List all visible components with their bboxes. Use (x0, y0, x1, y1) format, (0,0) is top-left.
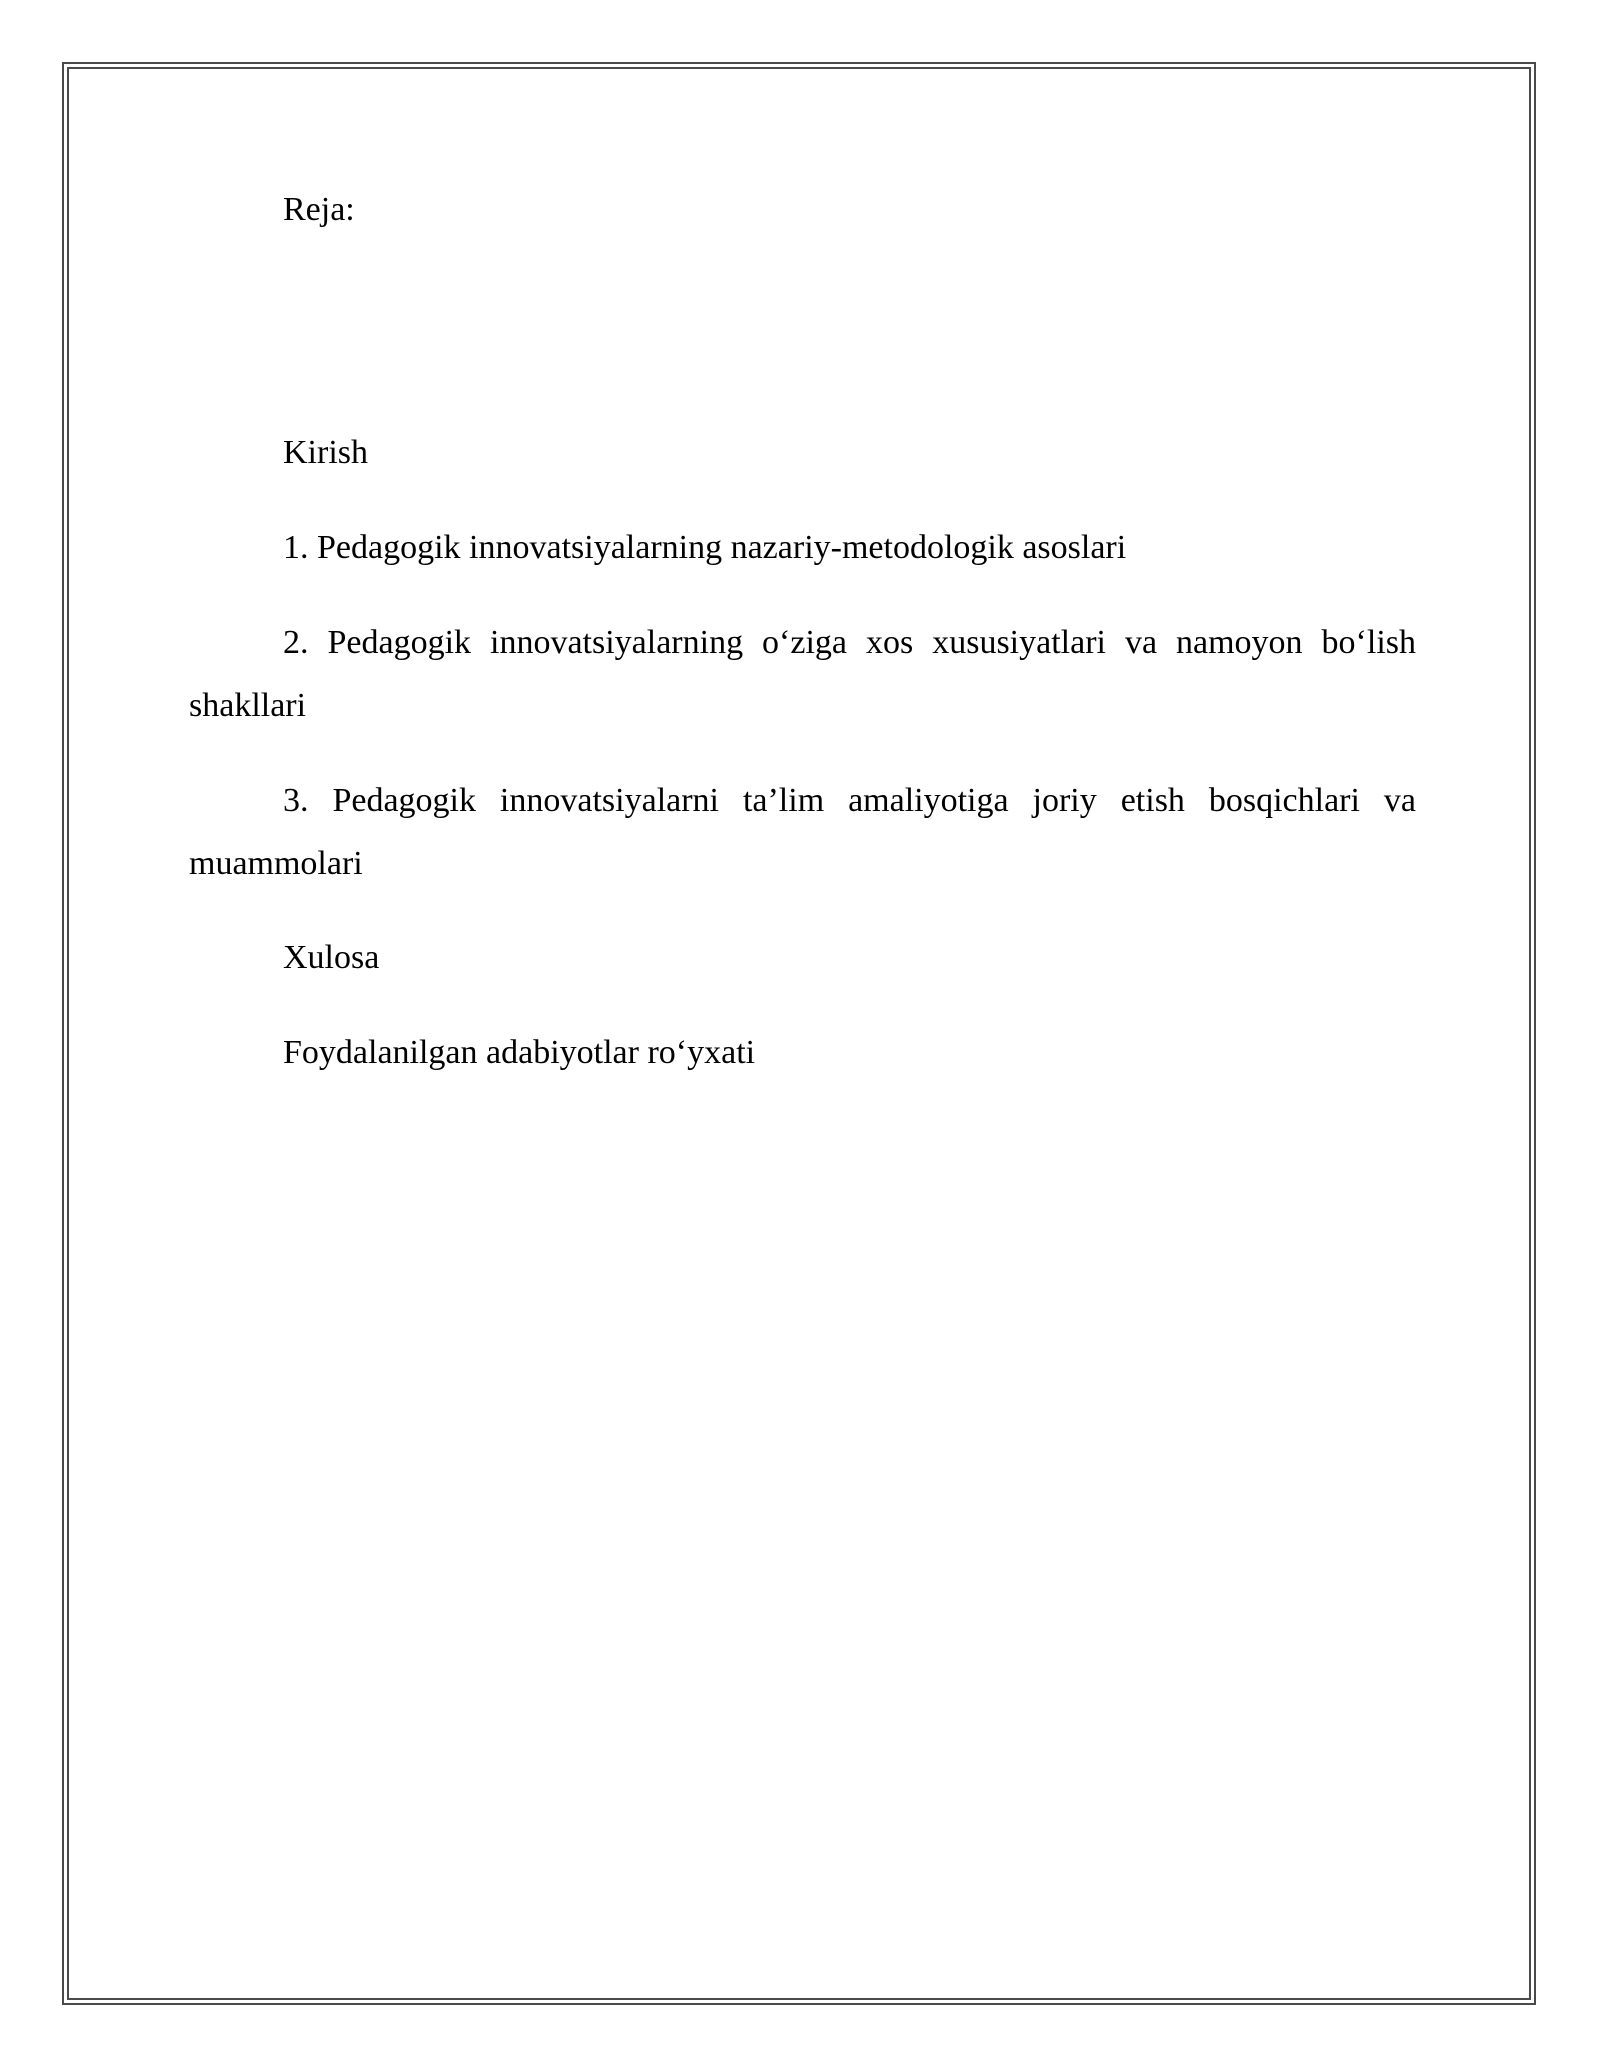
plan-item-references: Foydalanilgan adabiyotlar ro‘yxati (283, 1034, 756, 1071)
plan-item-3-line2: muammolari (189, 845, 363, 882)
plan-heading: Reja: (283, 191, 355, 228)
plan-item-2-line1: 2. Pedagogik innovatsiyalarning o‘ziga xos xususiyatlari va namoyon bo‘lish (283, 624, 1416, 661)
plan-item-introduction: Kirish (283, 434, 368, 471)
plan-item-conclusion: Xulosa (283, 939, 380, 976)
plan-item-3-line1: 3. Pedagogik innovatsiyalarni ta’lim amaliyotiga joriy etish bosqichlari va (283, 782, 1416, 819)
plan-item-2-line2: shakllari (189, 687, 307, 724)
plan-item-1: 1. Pedagogik innovatsiyalarning nazariy-metodologik asoslari (283, 529, 1127, 566)
